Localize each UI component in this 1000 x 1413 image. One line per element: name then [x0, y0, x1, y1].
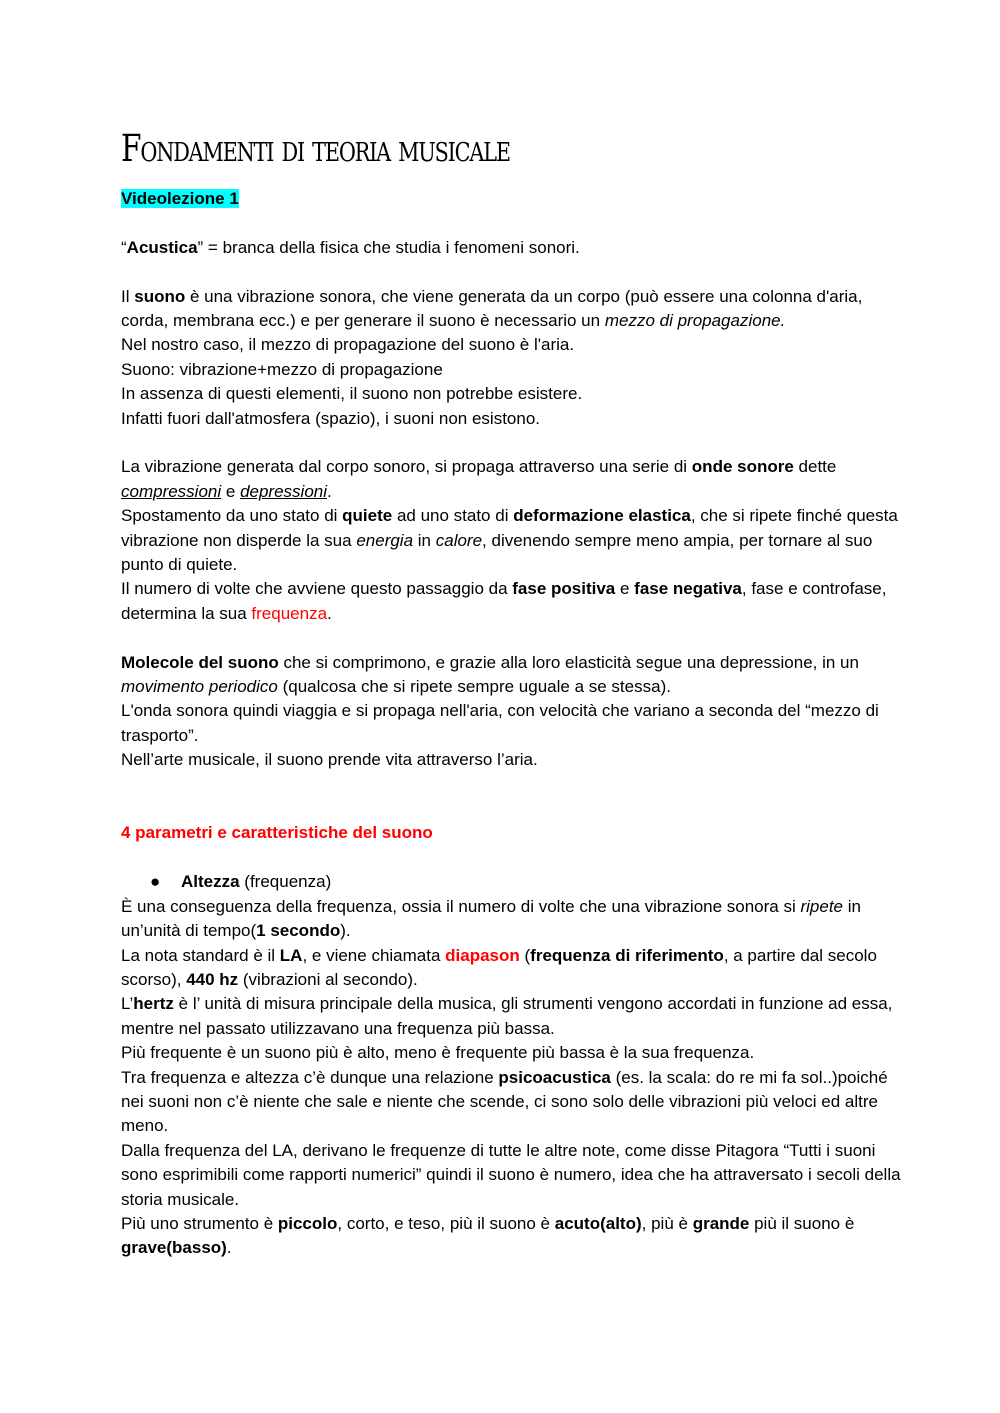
term-compressioni: compressioni — [121, 481, 222, 501]
paragraph-numero: Il numero di volte che avviene questo passaggio da fase positiva e fase negativa, fase e controfase, determina la sua frequenza. — [121, 579, 887, 623]
term-psicoacustica: psicoacustica — [498, 1067, 611, 1087]
term-fase-positiva: fase positiva — [512, 579, 616, 599]
term-calore: calore — [435, 530, 483, 550]
paragraph-altezza: È una conseguenza della frequenza, ossia il numero di volte che una vibrazione sonora si ripete in un’unità di tempo(1 secondo). — [121, 896, 861, 941]
term-piccolo: piccolo — [277, 1213, 338, 1233]
paragraph-hertz: L’hertz è l’ unità di misura principale della musica, gli strumenti vengono accordati in funzione ad essa, mentre nel passato utilizzavano una frequenza più bassa. — [121, 994, 893, 1038]
paragraph-pitagora: Dalla frequenza del LA, derivano le frequenze di tutte le altre note, come disse Pitagora “Tutti i suoni sono esprimibili come rapporti numerici” quindi il suono è numero, idea che ha attraversato i secoli della storia musicale. — [121, 1140, 901, 1209]
paragraph-acustica: “Acustica” = branca della fisica che studia i fenomeni sonori. — [121, 237, 580, 257]
term-energia: energia — [356, 530, 414, 550]
lesson-label — [121, 187, 901, 211]
term-altezza: Altezza — [181, 872, 240, 892]
text-line: Nell’arte musicale, il suono prende vita attraverso l’aria. — [121, 750, 538, 770]
term-1-secondo: 1 secondo — [256, 921, 341, 941]
term-hertz: hertz — [133, 994, 174, 1014]
paragraph-vibrazione: La vibrazione generata dal corpo sonoro, si propaga attraverso una serie di onde sonore dette compressioni e depressioni. — [121, 457, 837, 501]
text-line: Suono: vibrazione+mezzo di propagazione — [121, 359, 443, 379]
term-movimento-periodico: movimento periodico — [121, 677, 278, 697]
bullet-icon: ● — [150, 872, 161, 892]
paragraph-molecole: Molecole del suono che si comprimono, e grazie alla loro elasticità segue una depressione, in un movimento periodico (qualcosa che si ripete sempre uguale a se stessa). — [121, 652, 859, 697]
section-heading: 4 parametri e caratteristiche del suono — [121, 823, 433, 843]
term-ripete: ripete — [800, 896, 844, 916]
term-suono: suono — [134, 286, 186, 306]
text-line: Infatti fuori dall'atmosfera (spazio), i suoni non esistono. — [121, 408, 541, 428]
term-quiete: quiete — [342, 506, 393, 526]
text-line: Nel nostro caso, il mezzo di propagazione del suono è l'aria. — [121, 335, 575, 355]
term-grave: grave(basso) — [121, 1238, 227, 1258]
paragraph-la: La nota standard è il LA, e viene chiamata diapason (frequenza di riferimento, a partire dal secolo scorso), 440 hz (vibrazioni al secondo). — [121, 945, 877, 989]
bullet-item-altezza: ● Altezza (frequenza) — [121, 870, 901, 894]
text-line: L'onda sonora quindi viaggia e si propaga nell'aria, con velocità che variano a seconda del “mezzo di trasporto”. — [121, 701, 879, 745]
paragraph-psicoacustica: Tra frequenza e altezza c’è dunque una relazione psicoacustica (es. la scala: do re mi fa sol..)poiché nei suoni non c’è niente che sale e niente che scende, ci sono solo delle vibrazioni più veloci ed altre meno. — [121, 1067, 888, 1136]
paragraph-suono: Il suono è una vibrazione sonora, che viene generata da un corpo (può essere una colonna d'aria, corda, membrana ecc.) e per generare il suono è necessario un mezzo di propagazione. — [121, 286, 863, 330]
text-line: Più frequente è un suono più è alto, meno è frequente più bassa è la sua frequenza. — [121, 1043, 755, 1063]
term-depressioni: depressioni — [240, 481, 328, 501]
term-deformazione-elastica: deformazione elastica — [513, 506, 691, 526]
page-title: Fondamenti di teoria musicale — [121, 127, 510, 170]
term-onde-sonore: onde sonore — [691, 457, 794, 477]
text-line: In assenza di questi elementi, il suono non potrebbe esistere. — [121, 384, 583, 404]
term-mezzo-propagazione: mezzo di propagazione — [604, 311, 781, 330]
paragraph-strumento: Più uno strumento è piccolo, corto, e teso, più il suono è acuto(alto), più è grande più il suono è grave(basso). — [121, 1213, 855, 1258]
term-grande: grande — [692, 1213, 750, 1233]
term-440hz: 440 hz — [186, 969, 239, 989]
term-molecole-suono: Molecole del suono — [121, 652, 279, 672]
term-frequenza: frequenza — [251, 603, 328, 623]
term-acuto: acuto(alto) — [554, 1213, 642, 1233]
document-body — [121, 187, 901, 1261]
lesson-label-highlight: Videolezione 1 — [121, 189, 239, 208]
term-la: LA — [279, 945, 303, 965]
paragraph-spostamento: Spostamento da uno stato di quiete ad uno stato di deformazione elastica, che si ripete finché questa vibrazione non disperde la sua energia in calore, divenendo sempre meno ampia, per tornare al suo punto di quiete. — [121, 506, 898, 575]
term-frequenza-riferimento: frequenza di riferimento — [530, 945, 724, 965]
term-acustica: Acustica — [126, 237, 198, 257]
term-fase-negativa: fase negativa — [634, 579, 742, 599]
term-diapason: diapason — [445, 945, 520, 965]
